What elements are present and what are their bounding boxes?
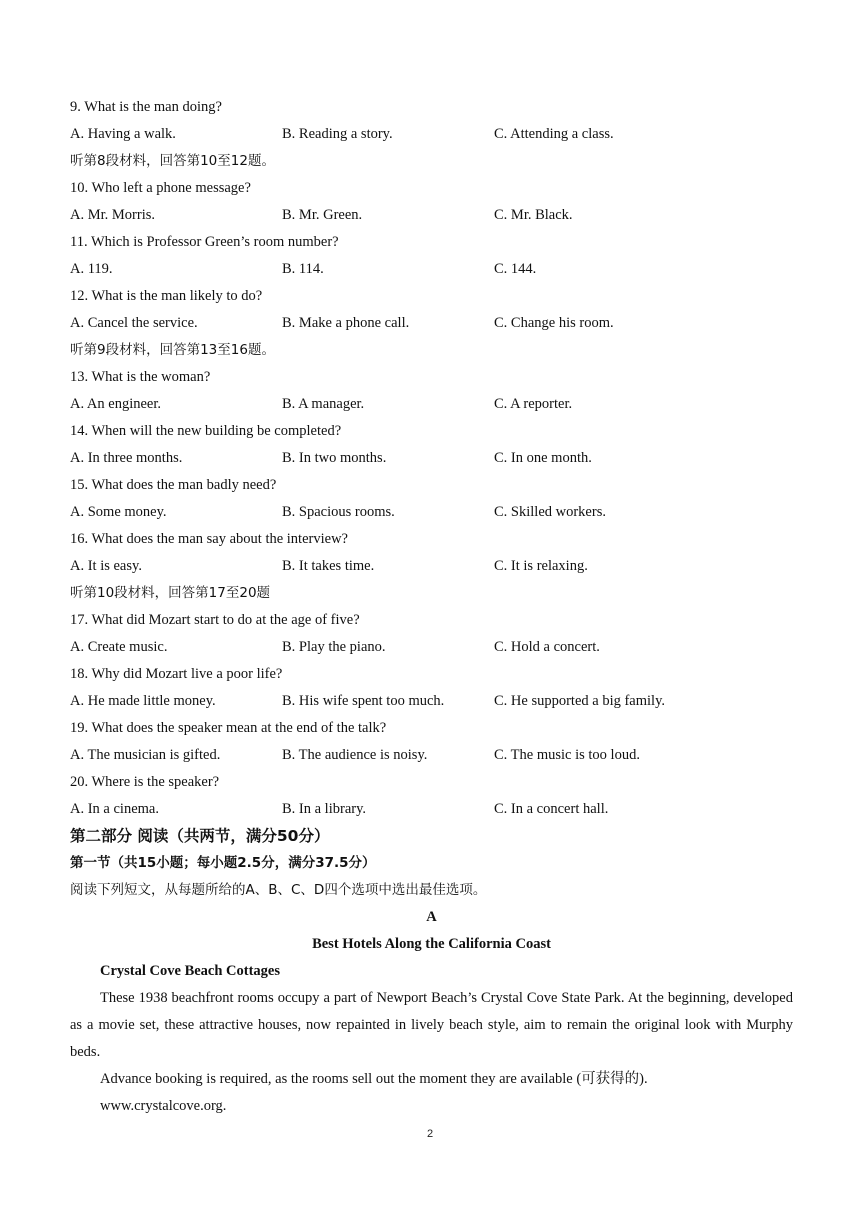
option-c[interactable]: C. A reporter.	[494, 396, 573, 412]
question-options	[70, 445, 793, 472]
option-c[interactable]: C. Change his room.	[494, 315, 614, 331]
option-b[interactable]: B. In two months.	[282, 450, 387, 466]
option-a[interactable]: A. Create music.	[70, 639, 168, 655]
question-options	[70, 121, 793, 148]
question-stem: 9. What is the man doing?	[70, 99, 222, 115]
question-stem: 20. Where is the speaker?	[70, 774, 220, 790]
part-two-heading: 第二部分 阅读（共两节，满分50分）	[70, 827, 330, 845]
question-stem: 15. What does the man badly need?	[70, 477, 277, 493]
option-c[interactable]: C. Skilled workers.	[494, 504, 606, 520]
question-stem: 13. What is the woman?	[70, 369, 211, 385]
page-number: 2	[426, 1128, 434, 1140]
option-a[interactable]: A. The musician is gifted.	[70, 747, 221, 763]
passage-title: Best Hotels Along the California Coast	[312, 936, 551, 952]
question-options	[70, 256, 793, 283]
option-c[interactable]: C. It is relaxing.	[494, 558, 588, 574]
option-b[interactable]: B. It takes time.	[282, 558, 375, 574]
question-options	[70, 202, 793, 229]
section-instruction: 听第9段材料，回答第13至16题。	[70, 342, 275, 358]
passage-letter: A	[426, 909, 437, 925]
option-a[interactable]: A. 119.	[70, 261, 113, 277]
question-options	[70, 310, 793, 337]
option-a[interactable]: A. It is easy.	[70, 558, 142, 574]
question-stem: 16. What does the man say about the interview?	[70, 531, 348, 547]
option-c[interactable]: C. Mr. Black.	[494, 207, 573, 223]
option-a[interactable]: A. He made little money.	[70, 693, 216, 709]
option-b[interactable]: B. Spacious rooms.	[282, 504, 395, 520]
question-stem: 14. When will the new building be completed?	[70, 423, 342, 439]
website-link[interactable]: www.crystalcove.org.	[100, 1098, 227, 1114]
option-a[interactable]: A. In a cinema.	[70, 801, 159, 817]
section-instruction: 听第8段材料，回答第10至12题。	[70, 153, 275, 169]
section-instruction: 听第10段材料，回答第17至20题	[70, 585, 271, 601]
question-stem: 17. What did Mozart start to do at the age of five?	[70, 612, 360, 628]
question-stem: 18. Why did Mozart live a poor life?	[70, 666, 283, 682]
option-c[interactable]: C. Hold a concert.	[494, 639, 600, 655]
option-b[interactable]: B. In a library.	[282, 801, 367, 817]
option-c[interactable]: C. In a concert hall.	[494, 801, 609, 817]
reading-instruction: 阅读下列短文，从每题所给的A、B、C、D四个选项中选出最佳选项。	[70, 882, 487, 898]
listening-questions	[70, 94, 793, 823]
option-c[interactable]: C. 144.	[494, 261, 537, 277]
option-b[interactable]: B. Play the piano.	[282, 639, 386, 655]
option-c[interactable]: C. In one month.	[494, 450, 592, 466]
hotel-description: These 1938 beachfront rooms occupy a part of Newport Beach’s Crystal Cove State Park. At the beginning, developed as a movie set, these attractive houses, now repainted in lively beach style, aim to remain the original look with Murphy beds.	[70, 990, 793, 1060]
section-one-heading: 第一节（共15小题；每小题2.5分，满分37.5分）	[70, 855, 376, 871]
option-c[interactable]: C. The music is too loud.	[494, 747, 640, 763]
option-c[interactable]: C. Attending a class.	[494, 126, 614, 142]
hotel-name: Crystal Cove Beach Cottages	[100, 963, 281, 979]
option-a[interactable]: A. An engineer.	[70, 396, 162, 412]
option-a[interactable]: A. Mr. Morris.	[70, 207, 155, 223]
question-options	[70, 688, 793, 715]
option-b[interactable]: B. 114.	[282, 261, 324, 277]
question-stem: 19. What does the speaker mean at the end of the talk?	[70, 720, 387, 736]
option-b[interactable]: B. Make a phone call.	[282, 315, 410, 331]
option-b[interactable]: B. His wife spent too much.	[282, 693, 445, 709]
option-b[interactable]: B. Reading a story.	[282, 126, 393, 142]
question-options	[70, 634, 793, 661]
question-options	[70, 742, 793, 769]
question-stem: 11. Which is Professor Green’s room number?	[70, 234, 339, 250]
question-options	[70, 553, 793, 580]
booking-note: Advance booking is required, as the rooms sell out the moment they are available (可获得的).	[100, 1071, 648, 1087]
option-a[interactable]: A. Some money.	[70, 504, 167, 520]
option-b[interactable]: B. A manager.	[282, 396, 365, 412]
option-b[interactable]: B. The audience is noisy.	[282, 747, 428, 763]
question-options	[70, 391, 793, 418]
option-a[interactable]: A. Cancel the service.	[70, 315, 198, 331]
question-options	[70, 796, 793, 823]
document-page	[70, 94, 793, 1120]
question-stem: 10. Who left a phone message?	[70, 180, 251, 196]
question-stem: 12. What is the man likely to do?	[70, 288, 263, 304]
option-b[interactable]: B. Mr. Green.	[282, 207, 363, 223]
option-a[interactable]: A. In three months.	[70, 450, 183, 466]
option-a[interactable]: A. Having a walk.	[70, 126, 176, 142]
option-c[interactable]: C. He supported a big family.	[494, 693, 666, 709]
question-options	[70, 499, 793, 526]
